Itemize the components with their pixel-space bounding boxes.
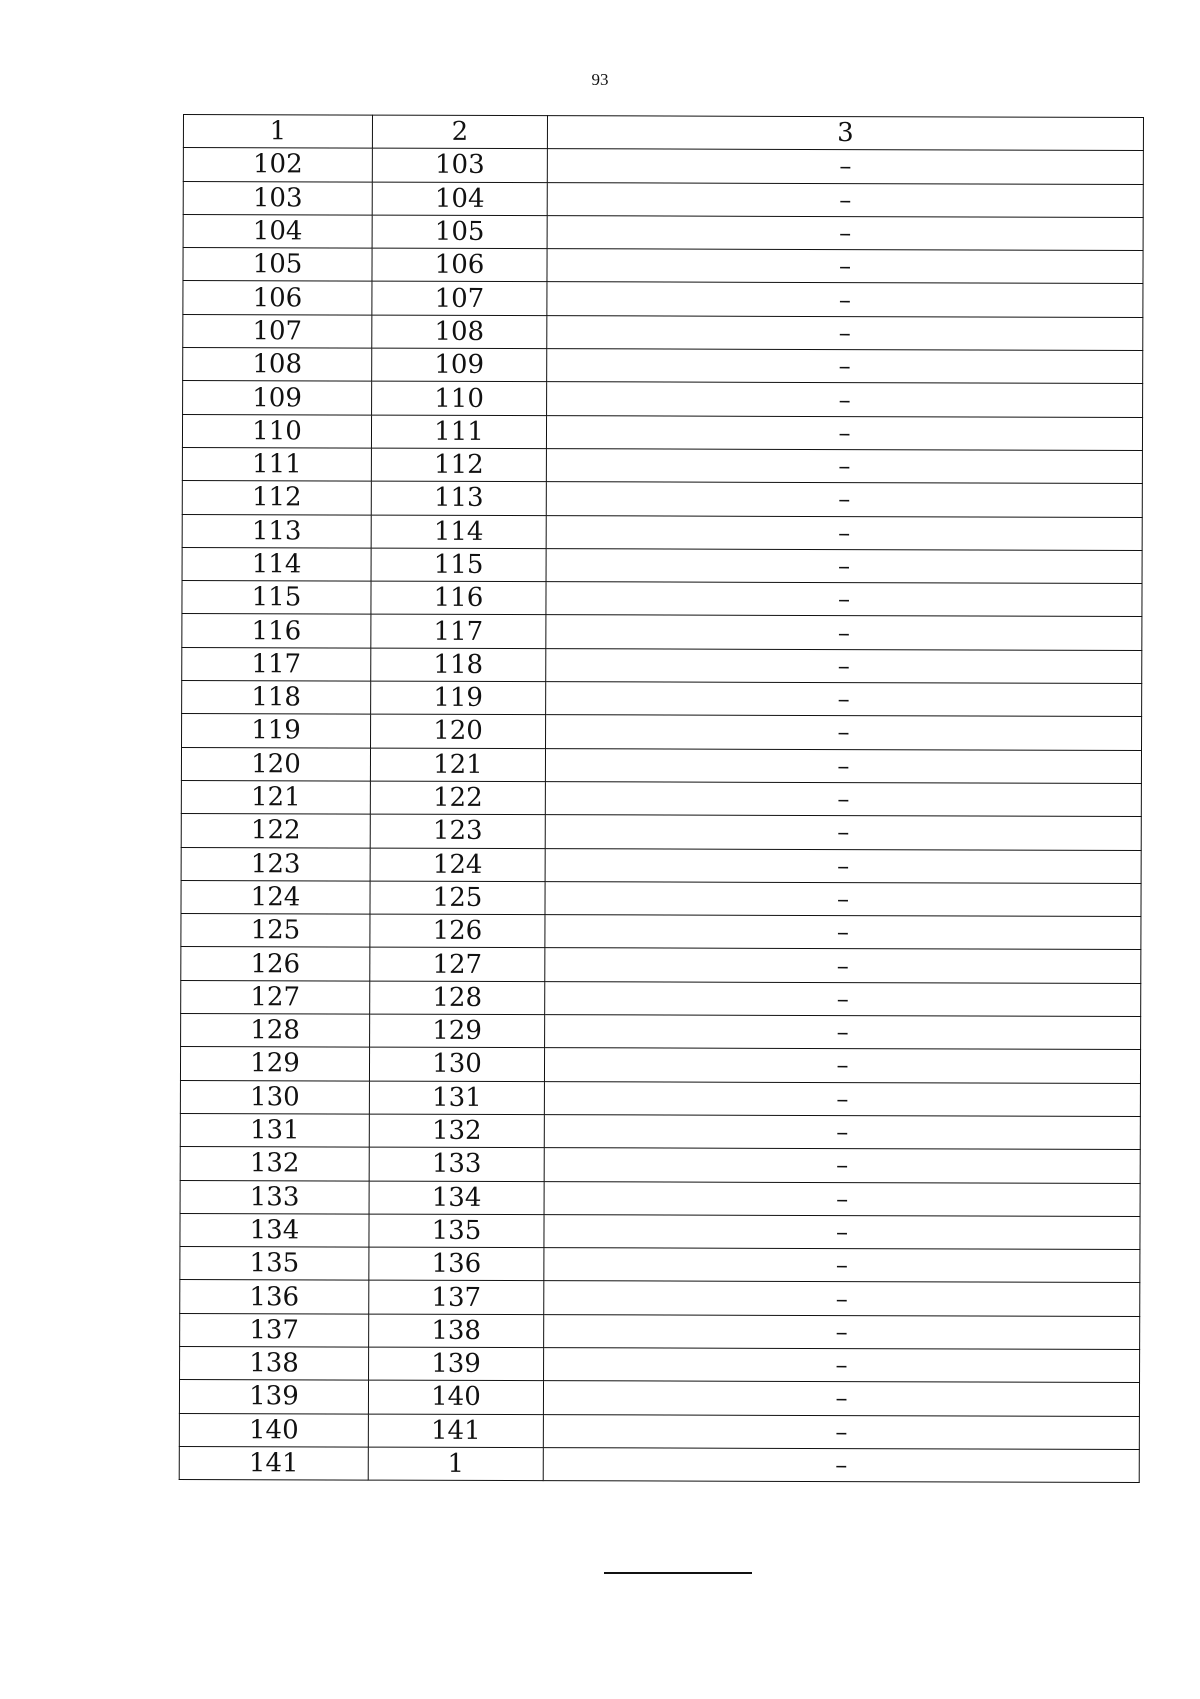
table-row [180, 1247, 1140, 1283]
table-cell-col-3: – [546, 515, 1142, 550]
table-cell-col-3: – [546, 582, 1142, 617]
table-row [180, 1180, 1140, 1216]
table-cell-col-1: 104 [183, 214, 372, 248]
table-cell-col-1: 141 [179, 1446, 368, 1480]
table-cell-col-3: – [544, 1348, 1140, 1383]
table-cell-col-1: 107 [183, 314, 372, 348]
table-row [181, 780, 1141, 816]
table-cell-col-2: 120 [371, 714, 546, 748]
table-row [183, 248, 1143, 284]
table-cell-col-2: 119 [371, 681, 546, 715]
table-cell-col-2: 108 [372, 315, 547, 349]
table-cell-col-2: 136 [369, 1247, 544, 1281]
table-cell-col-2: 126 [370, 914, 545, 948]
table-cell-col-2: 130 [369, 1047, 544, 1081]
table-cell-col-1: 121 [181, 780, 370, 814]
table-cell-col-2: 125 [370, 881, 545, 915]
table-row [181, 980, 1141, 1016]
table-row [179, 1413, 1139, 1449]
table-row [183, 181, 1143, 217]
table-cell-col-3: – [545, 782, 1141, 817]
data-table-container [179, 114, 1143, 1483]
table-cell-col-1: 119 [182, 714, 371, 748]
table-row [180, 1047, 1140, 1083]
table-row [180, 1147, 1140, 1183]
table-cell-col-2: 141 [368, 1414, 543, 1448]
table-cell-col-2: 109 [372, 348, 547, 382]
table-cell-col-3: – [544, 1214, 1140, 1249]
table-cell-col-2: 127 [370, 948, 545, 982]
column-header-3: 3 [547, 116, 1143, 151]
table-row [182, 481, 1142, 517]
table-row [180, 1213, 1140, 1249]
table-cell-col-1: 122 [181, 814, 370, 848]
table-cell-col-3: – [546, 482, 1142, 517]
table-cell-col-2: 110 [372, 381, 547, 415]
table-header-row [183, 115, 1143, 151]
table-cell-col-1: 133 [180, 1180, 369, 1214]
table-cell-col-3: – [547, 315, 1143, 350]
table-cell-col-1: 131 [180, 1113, 369, 1147]
table-cell-col-1: 113 [182, 514, 371, 548]
table-cell-col-1: 130 [180, 1080, 369, 1114]
table-cell-col-1: 139 [179, 1380, 368, 1414]
table-row [183, 214, 1143, 250]
table-cell-col-3: – [544, 1181, 1140, 1216]
data-table [179, 114, 1144, 1483]
table-cell-col-3: – [545, 815, 1141, 850]
table-cell-col-1: 125 [181, 914, 370, 948]
table-cell-col-3: – [546, 549, 1142, 584]
table-cell-col-1: 115 [182, 581, 371, 615]
table-cell-col-2: 106 [372, 248, 547, 282]
table-cell-col-3: – [543, 1414, 1139, 1449]
table-cell-col-3: – [547, 182, 1143, 217]
table-cell-col-2: 117 [371, 615, 546, 649]
table-row [180, 1080, 1140, 1116]
column-header-1: 1 [183, 115, 372, 149]
table-row [181, 1014, 1141, 1050]
table-row [182, 714, 1142, 750]
table-cell-col-2: 137 [369, 1280, 544, 1314]
table-cell-col-2: 114 [371, 515, 546, 549]
table-row [183, 281, 1143, 317]
table-cell-col-1: 138 [180, 1346, 369, 1380]
table-row [183, 148, 1143, 184]
table-cell-col-3: – [545, 981, 1141, 1016]
table-cell-col-2: 1 [368, 1447, 543, 1481]
table-cell-col-3: – [543, 1448, 1139, 1483]
table-cell-col-3: – [546, 615, 1142, 650]
table-row [182, 581, 1142, 617]
table-cell-col-3: – [545, 848, 1141, 883]
page-number: 93 [591, 70, 609, 89]
table-cell-col-2: 121 [370, 748, 545, 782]
table-cell-col-3: – [547, 249, 1143, 284]
table-cell-col-1: 105 [183, 248, 372, 282]
table-body [179, 148, 1143, 1483]
column-header-2: 2 [372, 115, 547, 149]
table-cell-col-3: – [546, 715, 1142, 750]
table-cell-col-1: 128 [181, 1014, 370, 1048]
table-cell-col-1: 126 [181, 947, 370, 981]
table-row [181, 914, 1141, 950]
table-row [182, 414, 1142, 450]
table-row [182, 681, 1142, 717]
table-cell-col-2: 105 [372, 215, 547, 249]
table-cell-col-2: 140 [368, 1380, 543, 1414]
table-cell-col-2: 138 [369, 1314, 544, 1348]
table-cell-col-2: 111 [371, 415, 546, 449]
table-cell-col-3: – [544, 1248, 1140, 1283]
table-cell-col-1: 140 [179, 1413, 368, 1447]
table-cell-col-2: 133 [369, 1147, 544, 1181]
table-cell-col-1: 129 [180, 1047, 369, 1081]
table-cell-col-3: – [547, 382, 1143, 417]
table-cell-col-2: 124 [370, 848, 545, 882]
table-row [182, 614, 1142, 650]
table-cell-col-2: 104 [372, 182, 547, 216]
table-cell-col-3: – [546, 415, 1142, 450]
table-cell-col-2: 129 [370, 1014, 545, 1048]
table-cell-col-3: – [546, 648, 1142, 683]
table-cell-col-2: 139 [369, 1347, 544, 1381]
table-row [179, 1380, 1139, 1416]
table-cell-col-2: 118 [371, 648, 546, 682]
table-cell-col-1: 136 [180, 1280, 369, 1314]
table-cell-col-1: 124 [181, 880, 370, 914]
table-cell-col-1: 118 [182, 681, 371, 715]
table-row [181, 880, 1141, 916]
table-cell-col-1: 117 [182, 647, 371, 681]
table-cell-col-3: – [545, 915, 1141, 950]
table-cell-col-2: 122 [370, 781, 545, 815]
table-cell-col-1: 134 [180, 1213, 369, 1247]
table-cell-col-1: 110 [182, 414, 371, 448]
table-cell-col-1: 135 [180, 1247, 369, 1281]
table-cell-col-1: 103 [183, 181, 372, 215]
table-cell-col-3: – [544, 1314, 1140, 1349]
table-cell-col-3: – [544, 1115, 1140, 1150]
table-cell-col-1: 111 [182, 447, 371, 481]
table-cell-col-1: 109 [183, 381, 372, 415]
table-cell-col-2: 131 [369, 1081, 544, 1115]
table-cell-col-3: – [544, 1048, 1140, 1083]
table-cell-col-1: 127 [181, 980, 370, 1014]
table-cell-col-3: – [544, 1281, 1140, 1316]
table-cell-col-1: 102 [183, 148, 372, 182]
table-cell-col-2: 123 [370, 814, 545, 848]
table-row [183, 314, 1143, 350]
table-cell-col-2: 132 [369, 1114, 544, 1148]
table-row [183, 348, 1143, 384]
table-cell-col-3: – [545, 881, 1141, 916]
table-cell-col-3: – [546, 449, 1142, 484]
table-cell-col-3: – [547, 149, 1143, 184]
table-row [180, 1280, 1140, 1316]
table-row [183, 381, 1143, 417]
table-cell-col-2: 113 [371, 481, 546, 515]
table-cell-col-2: 128 [370, 981, 545, 1015]
table-cell-col-3: – [546, 682, 1142, 717]
table-cell-col-1: 123 [181, 847, 370, 881]
table-cell-col-2: 115 [371, 548, 546, 582]
table-row [181, 814, 1141, 850]
table-row [182, 547, 1142, 583]
table-cell-col-1: 108 [183, 348, 372, 382]
table-row [180, 1313, 1140, 1349]
table-cell-col-3: – [545, 1015, 1141, 1050]
table-cell-col-2: 116 [371, 581, 546, 615]
table-cell-col-1: 116 [182, 614, 371, 648]
table-row [182, 514, 1142, 550]
end-rule [604, 1572, 752, 1574]
table-row [181, 747, 1141, 783]
table-row [182, 647, 1142, 683]
table-cell-col-2: 134 [369, 1181, 544, 1215]
table-cell-col-1: 106 [183, 281, 372, 315]
table-cell-col-2: 103 [372, 148, 547, 182]
table-row [182, 447, 1142, 483]
table-cell-col-1: 114 [182, 547, 371, 581]
table-cell-col-3: – [545, 748, 1141, 783]
table-cell-col-1: 120 [181, 747, 370, 781]
table-cell-col-3: – [545, 948, 1141, 983]
table-cell-col-2: 112 [371, 448, 546, 482]
table-cell-col-3: – [547, 216, 1143, 251]
table-cell-col-3: – [547, 349, 1143, 384]
table-cell-col-2: 107 [372, 282, 547, 316]
table-row [179, 1446, 1139, 1482]
table-row [180, 1113, 1140, 1149]
table-row [181, 847, 1141, 883]
table-cell-col-1: 112 [182, 481, 371, 515]
table-cell-col-3: – [544, 1148, 1140, 1183]
table-row [181, 947, 1141, 983]
table-cell-col-1: 137 [180, 1313, 369, 1347]
table-cell-col-3: – [543, 1381, 1139, 1416]
table-cell-col-3: – [544, 1081, 1140, 1116]
table-cell-col-1: 132 [180, 1147, 369, 1181]
table-cell-col-3: – [547, 282, 1143, 317]
table-row [180, 1346, 1140, 1382]
table-cell-col-2: 135 [369, 1214, 544, 1248]
